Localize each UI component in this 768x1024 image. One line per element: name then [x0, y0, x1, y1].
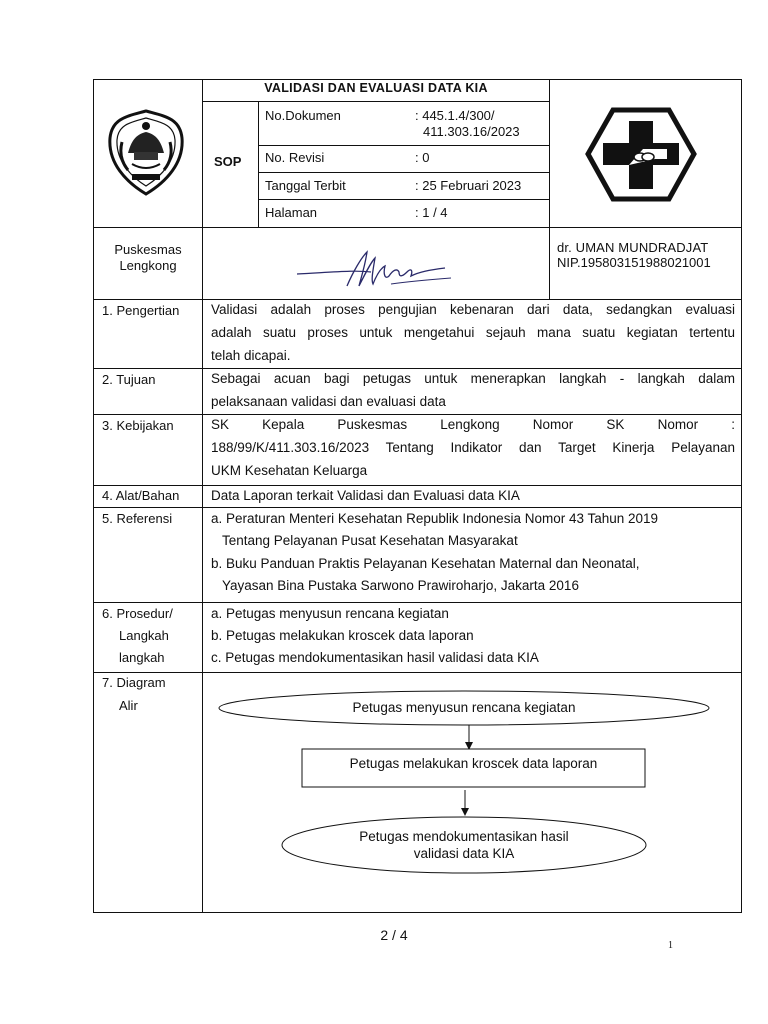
flow-step2-text: Petugas melakukan kroscek data laporan: [349, 756, 598, 771]
text-pengertian: [211, 298, 735, 367]
signature: [295, 246, 455, 292]
prosedur-c: c. Petugas mendokumentasikan hasil validasi data KIA: [211, 650, 539, 665]
text-kebijakan: [211, 413, 735, 482]
rule-header-bottom: [93, 227, 742, 228]
table-border-left: [93, 79, 94, 913]
org-name: [94, 242, 202, 274]
label-kebijakan: 3. Kebijakan: [102, 418, 174, 433]
rule-field-1: [258, 145, 550, 146]
field-value-halaman: : 1 / 4: [415, 205, 448, 220]
corner-page-mark: 1: [668, 940, 673, 951]
rule-s5: [93, 602, 742, 603]
org-name-line1: Puskesmas: [114, 242, 182, 257]
label-tujuan: 2. Tujuan: [102, 372, 156, 387]
field-label-no-revisi: No. Revisi: [265, 150, 325, 165]
field-value-tanggal-terbit: : 25 Februari 2023: [415, 178, 522, 193]
rule-s3: [93, 485, 742, 486]
table-border-right: [741, 79, 742, 913]
text-alat-bahan: Data Laporan terkait Validasi dan Evaluasi data KIA: [211, 488, 520, 503]
field-label-halaman: Halaman: [265, 205, 318, 220]
referensi-b-cont: Yayasan Bina Pustaka Sarwono Prawiroharjo, Jakarta 2016: [222, 578, 579, 593]
kebijakan-line: 188/99/K/411.303.16/2023 Tentang Indikator dan Target Kinerja Pelayanan: [211, 440, 735, 455]
pengertian-line: Validasi adalah proses pengujian kebenaran dari data, sedangkan evaluasi: [211, 302, 735, 317]
divider-signature: [549, 227, 550, 299]
health-cross-logo: [585, 107, 697, 202]
pengertian-line: adalah suatu proses untuk mengetahui sejauh mana suatu kegiatan tertentu: [211, 325, 735, 340]
flow-step1-text: Petugas menyusun rencana kegiatan: [352, 700, 576, 715]
label-diagram-2: Alir: [119, 698, 138, 713]
referensi-a-cont: Tentang Pelayanan Pusat Kesehatan Masyarakat: [222, 533, 518, 548]
table-border-bottom: [93, 912, 742, 913]
document-title: VALIDASI DAN EVALUASI DATA KIA: [264, 81, 488, 95]
kebijakan-line: SK Kepala Puskesmas Lengkong Nomor SK Nomor :: [211, 417, 735, 432]
label-referensi: 5. Referensi: [102, 511, 173, 526]
text-tujuan: [211, 367, 735, 413]
label-alat-bahan: 4. Alat/Bahan: [102, 488, 180, 503]
rule-s4: [93, 507, 742, 508]
prosedur-b: b. Petugas melakukan kroscek data laporan: [211, 628, 474, 643]
tujuan-line: pelaksanaan validasi dan evaluasi data: [211, 394, 446, 409]
flow-step3-text-1: Petugas mendokumentasikan hasil: [359, 829, 569, 844]
referensi-a: a. Peraturan Menteri Kesehatan Republik Indonesia Nomor 43 Tahun 2019: [211, 511, 659, 526]
field-value-no-dokumen-cont: 411.303.16/2023: [423, 124, 520, 139]
org-name-line2: Lengkong: [119, 258, 177, 273]
field-label-no-dokumen: No.Dokumen: [265, 108, 341, 123]
label-pengertian: 1. Pengertian: [102, 303, 180, 318]
page-number: 2 / 4: [380, 927, 408, 943]
kebijakan-line: UKM Kesehatan Keluarga: [211, 463, 368, 478]
field-value-no-dokumen: : 445.1.4/300/: [415, 108, 495, 123]
label-prosedur-1: 6. Prosedur/: [102, 606, 173, 621]
divider-sop: [258, 101, 259, 227]
field-label-tanggal-terbit: Tanggal Terbit: [265, 178, 346, 193]
prosedur-a: a. Petugas menyusun rencana kegiatan: [211, 606, 449, 621]
flow-step3-ellipse: [282, 817, 646, 873]
signatory-nip: NIP.195803151988021001: [557, 255, 711, 270]
tujuan-line: Sebagai acuan bagi petugas untuk menerapkan langkah - langkah dalam: [211, 371, 735, 386]
field-value-no-revisi: : 0: [415, 150, 430, 165]
referensi-b: b. Buku Panduan Praktis Pelayanan Kesehatan Maternal dan Neonatal,: [211, 556, 640, 571]
regional-emblem-logo: [104, 108, 188, 198]
label-prosedur-3: langkah: [119, 650, 165, 665]
label-diagram-1: 7. Diagram: [102, 675, 166, 690]
pengertian-line: telah dicapai.: [211, 348, 291, 363]
signatory-name: dr. UMAN MUNDRADJAT: [557, 240, 709, 255]
sop-label: SOP: [214, 154, 242, 169]
rule-field-2: [258, 172, 550, 173]
rule-field-3: [258, 199, 550, 200]
rule-title: [202, 101, 550, 102]
flow-step3-text-2: validasi data KIA: [413, 846, 515, 861]
label-prosedur-2: Langkah: [119, 628, 169, 643]
